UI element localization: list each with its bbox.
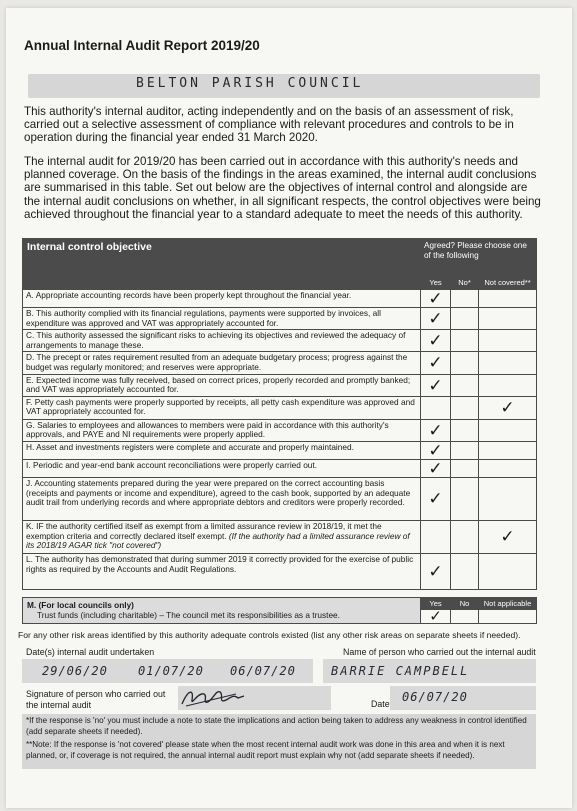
table-row xyxy=(23,459,537,477)
answer-cell-no[interactable] xyxy=(451,477,479,520)
objective-letter: F. xyxy=(26,396,33,407)
table-row xyxy=(23,352,537,374)
objective-cell xyxy=(23,374,421,396)
tick-mark: ✓ xyxy=(428,309,443,329)
objective-text: This authority complied with its financial regulations, payments were supported by invoices, all expenditure was approved and VAT was appropriately accounted for. xyxy=(26,308,381,328)
objective-note: (If the authority had a limited assurance review of its 2018/19 AGAR tick "not covered") xyxy=(26,530,410,551)
answer-cell-yes[interactable] xyxy=(421,330,451,352)
report-title: Annual Internal Audit Report 2019/20 xyxy=(24,38,260,53)
answer-cell-no[interactable] xyxy=(451,330,479,352)
objective-cell xyxy=(23,290,421,308)
section-m-yes-cell[interactable] xyxy=(421,610,451,624)
section-m-table xyxy=(22,597,537,624)
answer-cell-yes[interactable] xyxy=(421,419,451,441)
tick-mark: ✓ xyxy=(428,561,443,581)
answer-cell-not-covered[interactable] xyxy=(479,308,537,330)
objective-letter: K. xyxy=(26,520,34,531)
answer-cell-not-covered[interactable] xyxy=(479,290,537,308)
table-row xyxy=(23,308,537,330)
section-m-tick: ✓ xyxy=(429,608,442,625)
council-name-field[interactable] xyxy=(28,74,540,98)
objective-text: Appropriate accounting records have been properly kept throughout the financial year. xyxy=(35,290,352,300)
answer-cell-yes[interactable] xyxy=(421,477,451,520)
objective-cell xyxy=(23,441,421,459)
objective-text: This authority assessed the significant risks to achieving its objectives and reviewed the adequacy of arrangements to manage these. xyxy=(26,330,406,350)
header-not-covered: Not covered** xyxy=(479,264,537,290)
objective-letter: J. xyxy=(26,477,33,488)
table-row xyxy=(23,520,537,553)
objective-cell xyxy=(23,520,421,553)
footnote-no: *If the response is 'no' you must include a note to state the implications and action being taken to address any weakness in control identified (add separate sheets if needed). xyxy=(26,716,527,736)
answer-cell-yes[interactable] xyxy=(421,352,451,374)
date-label: Date xyxy=(371,699,390,709)
auditor-name: BARRIE CAMPBELL xyxy=(331,664,470,678)
objective-letter: B. xyxy=(26,308,34,318)
answer-cell-no[interactable] xyxy=(451,459,479,477)
tick-mark: ✓ xyxy=(428,331,443,351)
answer-cell-not-covered[interactable] xyxy=(479,330,537,352)
objective-letter: H. xyxy=(26,441,35,452)
objective-cell xyxy=(23,477,421,520)
objective-text: The authority has demonstrated that during summer 2019 it correctly provided for the exercise of public rights as required by the Accounts and Audit Regulations. xyxy=(26,553,414,574)
table-row xyxy=(23,553,537,589)
audit-date-3: 06/07/20 xyxy=(230,664,296,678)
section-m-na-cell[interactable] xyxy=(479,610,537,624)
tick-mark: ✓ xyxy=(428,375,443,395)
answer-cell-no[interactable] xyxy=(451,308,479,330)
table-row xyxy=(23,374,537,396)
control-objectives-body xyxy=(23,290,537,590)
audit-dates-field[interactable] xyxy=(22,659,313,683)
objective-text: Expected income was fully received, based on correct prices, properly recorded and promptly banked; and VAT was appropriately accounted for. xyxy=(26,374,411,395)
answer-cell-yes[interactable] xyxy=(421,290,451,308)
answer-cell-no[interactable] xyxy=(451,290,479,308)
table-row xyxy=(23,419,537,441)
objective-text: Asset and investments registers were complete and accurate and properly maintained. xyxy=(36,441,354,452)
answer-cell-no[interactable] xyxy=(451,374,479,396)
header-no: No* xyxy=(451,264,479,290)
signature-label: Signature of person who carried out the internal audit xyxy=(26,689,166,710)
answer-cell-yes[interactable] xyxy=(421,520,451,553)
section-m-header-na: Not applicable xyxy=(479,598,537,610)
tick-mark: ✓ xyxy=(428,353,443,373)
header-objective: Internal control objective xyxy=(23,239,421,290)
tick-mark: ✓ xyxy=(428,420,443,440)
objective-text: Salaries to employees and allowances to members were paid in accordance with this authority's approvals, and PAYE and NI requirements were properly applied. xyxy=(26,419,389,440)
table-row xyxy=(23,441,537,459)
audit-date-2: 01/07/20 xyxy=(138,664,204,678)
answer-cell-no[interactable] xyxy=(451,553,479,589)
control-objectives-table xyxy=(22,238,537,590)
answer-cell-not-covered[interactable] xyxy=(479,396,537,419)
table-row xyxy=(23,477,537,520)
auditor-name-label: Name of person who carried out the internal audit xyxy=(343,647,536,657)
tick-mark: ✓ xyxy=(428,458,443,478)
objective-letter: C. xyxy=(26,330,35,341)
objective-text: Periodic and year-end bank account reconciliations were properly carried out. xyxy=(32,459,318,470)
signature-date-field[interactable] xyxy=(390,686,536,710)
tick-mark: ✓ xyxy=(428,440,443,460)
council-name: BELTON PARISH COUNCIL xyxy=(136,76,364,91)
header-yes: Yes xyxy=(421,264,451,290)
section-m-header-yes: Yes xyxy=(421,598,451,610)
intro-paragraph: This authority's internal auditor, acting independently and on the basis of an assessment of risk, carried out a selective assessment of compliance with relevant procedures and controls to be in operation during the financial year ended 31 March 2020. xyxy=(24,105,514,145)
signature-field[interactable] xyxy=(178,686,331,710)
answer-cell-no[interactable] xyxy=(451,352,479,374)
table-row xyxy=(23,290,537,308)
objective-cell xyxy=(23,308,421,330)
answer-cell-not-covered[interactable] xyxy=(479,520,537,553)
answer-cell-not-covered[interactable] xyxy=(479,419,537,441)
signature-scribble xyxy=(178,686,331,710)
objective-text: IF the authority certified itself as exempt from a limited assurance review in 2018/19, it met the exemption criteria and correctly declared itself exempt. xyxy=(26,520,382,541)
answer-cell-no[interactable] xyxy=(451,396,479,419)
answer-cell-not-covered[interactable] xyxy=(479,477,537,520)
answer-cell-not-covered[interactable] xyxy=(479,352,537,374)
objective-cell xyxy=(23,352,421,374)
tick-mark: ✓ xyxy=(500,527,515,547)
footnotes xyxy=(22,714,536,769)
answer-cell-yes[interactable] xyxy=(421,374,451,396)
objective-letter: L. xyxy=(26,553,33,564)
signature-date: 06/07/20 xyxy=(402,690,468,704)
tick-mark: ✓ xyxy=(428,289,443,308)
table-row xyxy=(23,330,537,352)
footnote-not-covered: **Note: If the response is 'not covered' please state when the most recent internal audit work was done in this area and when it is next planned, or, if coverage is not required, the annual internal audit report must explain why not (add separate sheets if needed). xyxy=(26,740,505,760)
answer-cell-no[interactable] xyxy=(451,419,479,441)
objective-cell xyxy=(23,330,421,352)
objective-letter: I. xyxy=(26,459,31,470)
summary-paragraph: The internal audit for 2019/20 has been carried out in accordance with this authority's needs and planned coverage. On the basis of the findings in the areas examined, the internal audit conclusions are summarised in this table. Set out below are the objectives of internal control and alongside are the internal audit conclusions on whether, in all significant respects, the control objectives were being achieved throughout the financial year to a standard adequate to meet the needs of this authority. xyxy=(24,155,541,221)
answer-cell-yes[interactable] xyxy=(421,553,451,589)
other-risks-text: For any other risk areas identified by this authority adequate controls existed (list any other risk areas on separate sheets if needed). xyxy=(18,630,521,640)
objective-cell xyxy=(23,553,421,589)
dates-label: Date(s) internal audit undertaken xyxy=(26,647,155,657)
objective-text: The precept or rates requirement resulted from an adequate budgetary process; progress against the budget was regularly monitored; and reserves were appropriate. xyxy=(26,352,408,372)
section-m-header-no: No xyxy=(451,598,479,610)
objective-cell xyxy=(23,459,421,477)
answer-cell-yes[interactable] xyxy=(421,308,451,330)
answer-cell-yes[interactable] xyxy=(421,441,451,459)
answer-cell-yes[interactable] xyxy=(421,459,451,477)
objective-letter: G. xyxy=(26,419,35,430)
auditor-name-field[interactable] xyxy=(323,659,536,683)
objective-letter: D. xyxy=(26,352,35,363)
header-agreed: Agreed? Please choose one of the following xyxy=(421,239,537,264)
table-row xyxy=(23,396,537,419)
objective-text: Petty cash payments were properly supported by receipts, all petty cash expenditure was approved and VAT appropriately accounted for. xyxy=(26,396,415,417)
audit-date-1: 29/06/20 xyxy=(42,664,108,678)
answer-cell-yes[interactable] xyxy=(421,396,451,419)
section-m-title: M. (For local councils only) xyxy=(27,600,134,610)
objective-letter: A. xyxy=(26,290,34,300)
answer-cell-not-covered[interactable] xyxy=(479,441,537,459)
objective-cell xyxy=(23,419,421,441)
objective-text: Accounting statements prepared during the year were prepared on the correct accounting basis (receipts and payments or income and expenditure), agreed to the cash book, supported by an adequate audit trail from underlying records and where appropriate debtors and creditors were properly recorded. xyxy=(26,477,411,508)
answer-cell-not-covered[interactable] xyxy=(479,553,537,589)
tick-mark: ✓ xyxy=(428,489,443,509)
section-m-text: Trust funds (including charitable) – The council met its responsibilities as a trustee. xyxy=(37,610,340,620)
answer-cell-no[interactable] xyxy=(451,520,479,553)
tick-mark: ✓ xyxy=(500,398,515,418)
section-m-no-cell[interactable] xyxy=(451,610,479,624)
answer-cell-not-covered[interactable] xyxy=(479,374,537,396)
answer-cell-not-covered[interactable] xyxy=(479,459,537,477)
section-m-objective xyxy=(23,598,421,624)
objective-cell xyxy=(23,396,421,419)
objective-letter: E. xyxy=(26,374,34,385)
answer-cell-no[interactable] xyxy=(451,441,479,459)
